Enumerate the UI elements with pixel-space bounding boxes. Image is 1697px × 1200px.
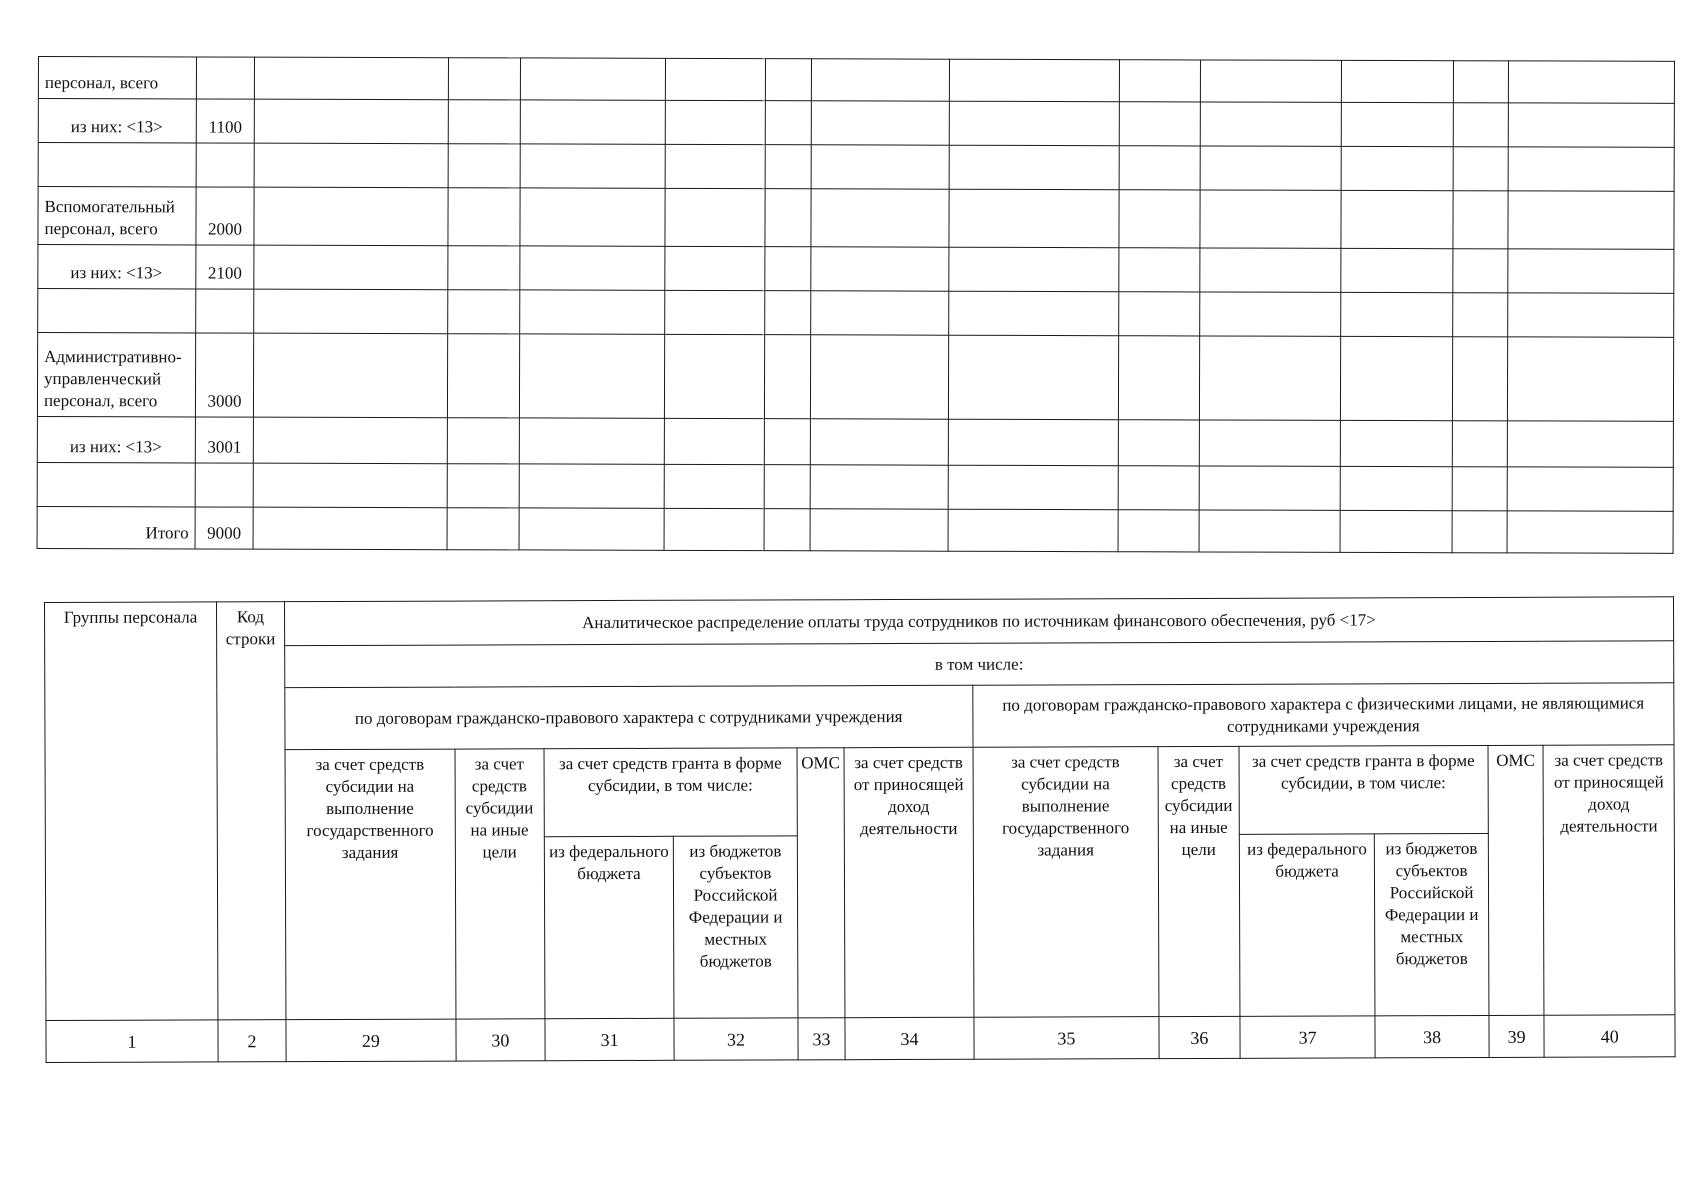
column-number: 29 [286,1019,456,1062]
column-number: 32 [674,1018,798,1060]
value-cell[interactable] [1508,293,1674,337]
column-number: 38 [1375,1015,1488,1057]
column-number: 31 [545,1018,675,1060]
column-number: 2 [218,1020,286,1062]
value-cell[interactable] [765,101,811,145]
value-cell[interactable] [1507,511,1673,553]
value-cell[interactable] [1453,191,1508,249]
row-code: 2100 [196,245,254,289]
value-cell[interactable] [665,144,765,188]
row-code: 2000 [196,187,254,245]
value-cell[interactable] [1119,292,1200,336]
value-cell[interactable] [1508,61,1674,103]
column-number: 39 [1489,1015,1545,1057]
value-cell[interactable] [1340,336,1452,420]
header-income: за счет средств от приносящей доход деятельности [844,747,973,1017]
header-distribution-title: Аналитическое распределение оплаты труда сотрудников по источникам финансового обеспечения, руб <17> [284,597,1673,646]
value-cell[interactable] [810,465,948,509]
header-federal: из федерального бюджета [1239,834,1375,1016]
value-cell[interactable] [1507,467,1673,511]
value-cell[interactable] [765,145,811,189]
value-cell[interactable] [1200,292,1341,336]
value-cell[interactable] [1199,336,1340,420]
column-number: 36 [1159,1016,1240,1058]
value-cell[interactable] [765,291,811,335]
value-cell[interactable] [1199,420,1340,466]
value-cell[interactable] [520,144,665,188]
value-cell[interactable] [1200,146,1341,190]
header-subsidy-task: за счет средств субсидии на выполнение государственного задания [285,749,456,1020]
table-row [38,143,1674,192]
value-cell[interactable] [520,290,665,334]
value-cell[interactable] [665,188,765,246]
value-cell[interactable] [1118,336,1199,420]
table-row [37,462,1673,511]
header-staff-groups: Группы персонала [45,602,218,1021]
value-cell[interactable] [1341,292,1453,336]
value-cell[interactable] [520,246,665,290]
row-label: персонал, всего [38,57,196,99]
value-cell[interactable] [811,247,949,291]
value-cell[interactable] [519,418,664,464]
header-regional: из бюджетов субъектов Российской Федерации и местных бюджетов [674,836,798,1018]
value-cell[interactable] [1341,190,1453,248]
staff-rows-table [37,56,1675,554]
value-cell[interactable] [811,145,949,189]
value-cell[interactable] [1341,248,1453,292]
value-cell[interactable] [1200,248,1341,292]
value-cell[interactable] [948,465,1118,510]
value-cell[interactable] [764,419,810,465]
value-cell[interactable] [810,509,948,551]
value-cell[interactable] [1340,510,1452,552]
value-cell[interactable] [664,418,764,464]
value-cell[interactable] [519,464,664,508]
value-cell[interactable] [664,508,764,550]
value-cell[interactable] [1507,421,1673,467]
header-row-code: Код строки [217,602,286,1020]
value-cell[interactable] [810,335,948,419]
header-subsidy-other: за счет средств субсидии на иные цели [455,749,545,1019]
value-cell[interactable] [1340,466,1452,510]
value-cell[interactable] [447,418,519,464]
table-row [38,99,1674,148]
value-cell[interactable] [520,188,665,246]
row-code [196,289,254,333]
header-in-that-number: в том числе: [284,641,1673,688]
row-code [196,57,254,99]
header-oms: ОМС [797,748,845,1018]
header-subsidy-other: за счет средств субсидии на иные цели [1158,746,1240,1016]
value-cell[interactable] [1453,103,1508,147]
value-cell[interactable] [447,508,519,550]
value-cell[interactable] [1508,103,1674,147]
value-cell[interactable] [1118,510,1199,552]
value-cell[interactable] [1341,60,1453,102]
header-gph-staff: по договорам гражданско-правового характера с сотрудниками учреждения [285,685,973,749]
value-cell[interactable] [949,101,1119,146]
value-cell[interactable] [448,100,520,144]
table-row [38,187,1674,250]
row-code: 1100 [196,99,254,143]
value-cell[interactable] [1452,337,1507,421]
value-cell[interactable] [949,189,1119,248]
value-cell[interactable] [949,59,1119,102]
value-cell[interactable] [520,58,665,100]
value-cell[interactable] [1119,60,1200,102]
value-cell[interactable] [1340,420,1452,466]
row-label: из них: <13> [38,245,196,289]
header-federal: из федерального бюджета [544,836,674,1018]
value-cell[interactable] [1118,420,1199,466]
table-row [38,289,1674,338]
value-cell[interactable] [1452,421,1507,467]
value-cell[interactable] [665,58,765,100]
value-cell[interactable] [448,144,520,188]
value-cell[interactable] [1119,190,1200,248]
value-cell[interactable] [1508,191,1674,249]
column-number: 37 [1240,1016,1376,1058]
value-cell[interactable] [1200,102,1341,146]
value-cell[interactable] [665,290,765,334]
value-cell[interactable] [811,59,949,101]
value-cell[interactable] [254,289,448,334]
value-cell[interactable] [1453,249,1508,293]
value-cell[interactable] [1507,337,1673,421]
header-grant: за счет средств гранта в форме субсидии, в том числе: [1239,745,1488,834]
value-cell[interactable] [254,245,448,290]
value-cell[interactable] [665,100,765,144]
header-subsidy-task: за счет средств субсидии на выполнение государственного задания [973,747,1159,1018]
value-cell[interactable] [664,464,764,508]
value-cell[interactable] [664,334,764,418]
value-cell[interactable] [1199,510,1340,552]
value-cell[interactable] [1200,60,1341,102]
value-cell[interactable] [448,188,520,246]
value-cell[interactable] [447,334,519,418]
value-cell[interactable] [1341,102,1453,146]
value-cell[interactable] [520,100,665,144]
value-cell[interactable] [254,99,448,144]
header-income: за счет средств от приносящей доход деятельности [1543,745,1675,1015]
column-number: 30 [456,1019,545,1061]
value-cell[interactable] [764,465,810,509]
value-cell[interactable] [254,57,448,100]
row-code [195,463,253,507]
value-cell[interactable] [1508,249,1674,293]
value-cell[interactable] [1508,147,1674,191]
value-cell[interactable] [1453,293,1508,337]
value-cell[interactable] [1452,467,1507,511]
analytic-distribution-table [44,596,1676,1063]
value-cell[interactable] [253,417,447,464]
header-grant: за счет средств гранта в форме субсидии, в том числе: [544,748,797,837]
value-cell[interactable] [519,334,664,418]
value-cell[interactable] [1453,61,1508,103]
row-code: 3000 [195,333,253,417]
row-label: Административно-управленческий персонал, всего [37,333,195,417]
column-number: 34 [845,1017,974,1059]
value-cell[interactable] [948,335,1118,420]
table-row [37,333,1673,422]
row-code: 3001 [195,417,253,463]
value-cell[interactable] [948,419,1118,466]
table-row [37,506,1673,553]
value-cell[interactable] [448,58,520,100]
value-cell[interactable] [253,333,447,418]
value-cell[interactable] [1119,146,1200,190]
header-regional: из бюджетов субъектов Российской Федерации и местных бюджетов [1375,833,1489,1015]
row-label: из них: <13> [38,99,196,143]
value-cell[interactable] [764,509,810,551]
header-oms: ОМС [1488,745,1545,1015]
value-cell[interactable] [765,189,811,247]
row-label: Итого [37,506,195,548]
table-row [38,57,1674,104]
value-cell[interactable] [765,59,811,101]
value-cell[interactable] [1341,146,1453,190]
value-cell[interactable] [1200,190,1341,248]
column-number: 40 [1544,1015,1675,1057]
value-cell[interactable] [254,143,448,188]
value-cell[interactable] [1199,466,1340,510]
value-cell[interactable] [253,463,447,508]
value-cell[interactable] [811,101,949,145]
value-cell[interactable] [949,145,1119,190]
value-cell[interactable] [948,509,1118,552]
value-cell[interactable] [764,335,810,419]
row-label [37,462,195,506]
table-row [38,245,1674,294]
value-cell[interactable] [448,290,520,334]
row-code: 9000 [195,507,253,549]
value-cell[interactable] [447,464,519,508]
header-gph-persons: по договорам гражданско-правового характера с физическими лицами, не являющимися сотрудниками учреждения [973,683,1674,747]
value-cell[interactable] [665,246,765,290]
value-cell[interactable] [1453,147,1508,191]
column-number: 1 [46,1020,218,1063]
row-code [196,143,254,187]
row-label: Вспомогательный персонал, всего [38,187,196,245]
value-cell[interactable] [811,291,949,335]
column-number: 35 [974,1017,1159,1060]
value-cell[interactable] [811,189,949,247]
value-cell[interactable] [519,508,664,550]
row-label [38,143,196,187]
table-row [37,416,1673,467]
value-cell[interactable] [1119,102,1200,146]
value-cell[interactable] [1119,248,1200,292]
value-cell[interactable] [810,419,948,465]
value-cell[interactable] [253,507,447,550]
value-cell[interactable] [765,247,811,291]
row-label: из них: <13> [37,416,195,462]
value-cell[interactable] [448,246,520,290]
value-cell[interactable] [949,291,1119,336]
column-number: 33 [798,1018,846,1060]
row-label [38,289,196,333]
value-cell[interactable] [949,247,1119,292]
value-cell[interactable] [1118,466,1199,510]
value-cell[interactable] [254,187,448,246]
value-cell[interactable] [1452,511,1507,553]
